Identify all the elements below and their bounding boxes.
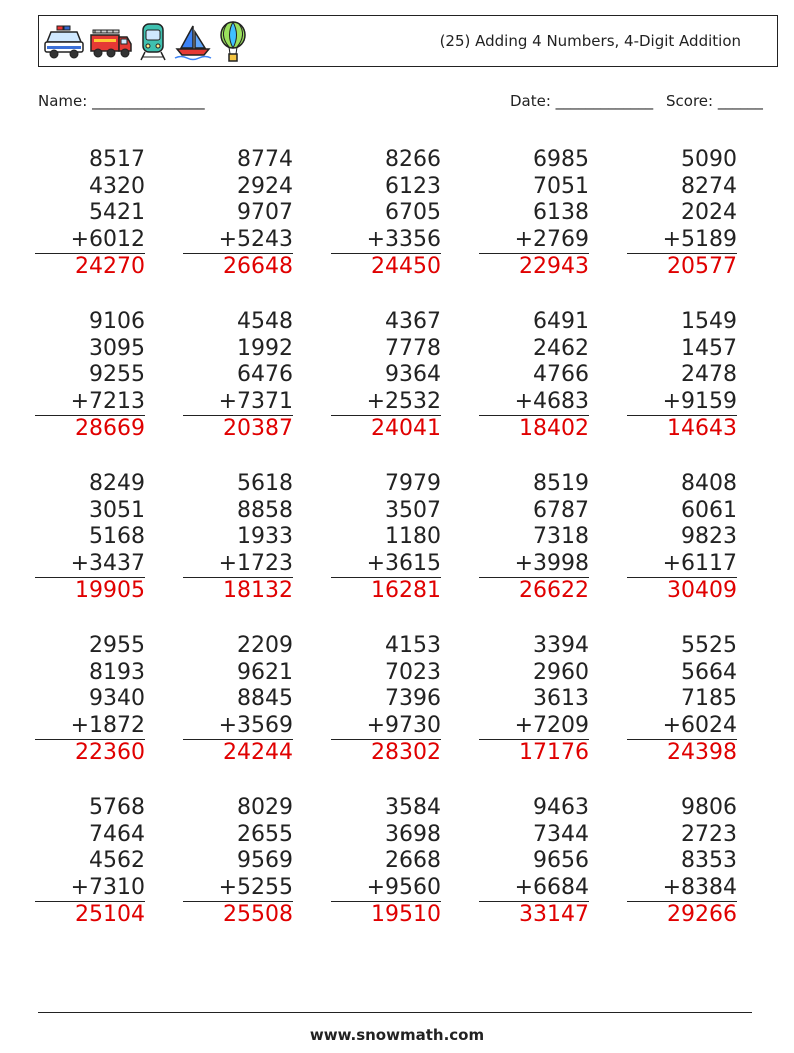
addend: 9364	[385, 362, 441, 387]
answer: 28302	[371, 740, 441, 765]
addend: 8517	[89, 147, 145, 172]
addend: 6476	[237, 362, 293, 387]
addend-last: +7209	[479, 713, 589, 741]
answer: 25104	[75, 902, 145, 927]
addition-problem	[35, 471, 145, 605]
answer: 16281	[371, 578, 441, 603]
addend: 9569	[237, 848, 293, 873]
addition-problem	[331, 309, 441, 443]
addition-problem	[479, 471, 589, 605]
addend: 9106	[89, 309, 145, 334]
addend: 6138	[533, 200, 589, 225]
addend: 4766	[533, 362, 589, 387]
addend: 7318	[533, 524, 589, 549]
addend: 1992	[237, 335, 293, 361]
addend: 2655	[237, 821, 293, 847]
addend: 6123	[385, 173, 441, 199]
answer: 19510	[371, 902, 441, 927]
addend: 2924	[237, 173, 293, 199]
addend-last: +6012	[35, 227, 145, 255]
addend: 5618	[237, 471, 293, 496]
addend: 4562	[89, 848, 145, 873]
addend: 7344	[533, 821, 589, 847]
addend-last: +6024	[627, 713, 737, 741]
addend: 3613	[533, 686, 589, 711]
addend: 7185	[681, 686, 737, 711]
addend: 9255	[89, 362, 145, 387]
addend-last: +3356	[331, 227, 441, 255]
date-field[interactable]: Date: _____________	[510, 92, 654, 110]
answer: 22360	[75, 740, 145, 765]
addition-problem	[479, 147, 589, 281]
addend: 2462	[533, 335, 589, 361]
answer: 30409	[667, 578, 737, 603]
score-field[interactable]: Score: ______	[666, 92, 763, 110]
name-field[interactable]: Name: _______________	[38, 92, 205, 110]
addition-problem	[479, 309, 589, 443]
addition-problem	[183, 147, 293, 281]
addend: 1457	[681, 335, 737, 361]
footer-divider	[38, 1012, 752, 1013]
answer: 28669	[75, 416, 145, 441]
addition-problem	[331, 471, 441, 605]
addend-last: +9560	[331, 875, 441, 903]
addend: 5525	[681, 633, 737, 658]
answer: 24450	[371, 254, 441, 279]
addend: 5768	[89, 795, 145, 820]
addend: 9340	[89, 686, 145, 711]
footer-site: www.snowmath.com	[309, 1026, 485, 1044]
addend-last: +7213	[35, 389, 145, 417]
addend: 8845	[237, 686, 293, 711]
answer: 26648	[223, 254, 293, 279]
addend-last: +3569	[183, 713, 293, 741]
addition-problem	[35, 795, 145, 929]
addend: 8249	[89, 471, 145, 496]
addend: 2478	[681, 362, 737, 387]
addend: 8858	[237, 497, 293, 523]
addend: 2024	[681, 200, 737, 225]
addend: 9621	[237, 659, 293, 685]
addend: 4153	[385, 633, 441, 658]
addend: 2723	[681, 821, 737, 847]
addend-last: +5189	[627, 227, 737, 255]
addend-last: +7310	[35, 875, 145, 903]
addend-last: +5243	[183, 227, 293, 255]
addend-last: +3437	[35, 551, 145, 579]
addition-problem	[331, 147, 441, 281]
addend: 2668	[385, 848, 441, 873]
addend: 3095	[89, 335, 145, 361]
answer: 24244	[223, 740, 293, 765]
addend: 7051	[533, 173, 589, 199]
addend: 8408	[681, 471, 737, 496]
answer: 18132	[223, 578, 293, 603]
answer: 22943	[519, 254, 589, 279]
addend: 1180	[385, 524, 441, 549]
addend: 3698	[385, 821, 441, 847]
addend: 3584	[385, 795, 441, 820]
addition-problem	[35, 147, 145, 281]
addend-last: +8384	[627, 875, 737, 903]
answer: 18402	[519, 416, 589, 441]
addend: 9656	[533, 848, 589, 873]
addend: 7396	[385, 686, 441, 711]
addend: 9707	[237, 200, 293, 225]
addition-problem	[183, 795, 293, 929]
addend: 9823	[681, 524, 737, 549]
addend: 7778	[385, 335, 441, 361]
addend: 6491	[533, 309, 589, 334]
addition-problem	[183, 471, 293, 605]
addition-problem	[627, 795, 737, 929]
addend: 7464	[89, 821, 145, 847]
addend: 8519	[533, 471, 589, 496]
addend: 3507	[385, 497, 441, 523]
addend: 6061	[681, 497, 737, 523]
addend: 2955	[89, 633, 145, 658]
answer: 19905	[75, 578, 145, 603]
answer: 25508	[223, 902, 293, 927]
addend-last: +9159	[627, 389, 737, 417]
addend: 5090	[681, 147, 737, 172]
addend-last: +3615	[331, 551, 441, 579]
addend: 5421	[89, 200, 145, 225]
addition-problem	[35, 633, 145, 767]
addend: 6985	[533, 147, 589, 172]
addend: 8774	[237, 147, 293, 172]
addition-problem	[183, 633, 293, 767]
addend: 7979	[385, 471, 441, 496]
addend-last: +9730	[331, 713, 441, 741]
addend-last: +1723	[183, 551, 293, 579]
addition-problem	[479, 633, 589, 767]
answer: 14643	[667, 416, 737, 441]
addend: 8266	[385, 147, 441, 172]
addend: 4320	[89, 173, 145, 199]
addition-problem	[627, 147, 737, 281]
addend: 9463	[533, 795, 589, 820]
addend: 8274	[681, 173, 737, 199]
addend: 3394	[533, 633, 589, 658]
addend-last: +2532	[331, 389, 441, 417]
answer: 20387	[223, 416, 293, 441]
addend: 6705	[385, 200, 441, 225]
addend: 3051	[89, 497, 145, 523]
addend: 8193	[89, 659, 145, 685]
addend: 6787	[533, 497, 589, 523]
answer: 26622	[519, 578, 589, 603]
addition-problem	[627, 309, 737, 443]
addition-problem	[183, 309, 293, 443]
addend: 5168	[89, 524, 145, 549]
addition-problem	[627, 633, 737, 767]
addend-last: +2769	[479, 227, 589, 255]
addend: 5664	[681, 659, 737, 685]
addend: 8029	[237, 795, 293, 820]
addend-last: +5255	[183, 875, 293, 903]
addend: 8353	[681, 848, 737, 873]
addend: 2960	[533, 659, 589, 685]
answer: 17176	[519, 740, 589, 765]
addend-last: +4683	[479, 389, 589, 417]
addition-problem	[627, 471, 737, 605]
worksheet-title: (25) Adding 4 Numbers, 4-Digit Addition	[439, 32, 741, 50]
addend-last: +1872	[35, 713, 145, 741]
addition-problem	[479, 795, 589, 929]
addend-last: +6117	[627, 551, 737, 579]
addition-problem	[331, 633, 441, 767]
answer: 24041	[371, 416, 441, 441]
answer: 24270	[75, 254, 145, 279]
addend: 4367	[385, 309, 441, 334]
addend: 2209	[237, 633, 293, 658]
answer: 29266	[667, 902, 737, 927]
answer: 20577	[667, 254, 737, 279]
addend: 7023	[385, 659, 441, 685]
answer: 33147	[519, 902, 589, 927]
addend: 1933	[237, 524, 293, 549]
answer: 24398	[667, 740, 737, 765]
addend: 1549	[681, 309, 737, 334]
addend-last: +6684	[479, 875, 589, 903]
addend: 4548	[237, 309, 293, 334]
addend: 9806	[681, 795, 737, 820]
addend-last: +7371	[183, 389, 293, 417]
addition-problem	[35, 309, 145, 443]
addend-last: +3998	[479, 551, 589, 579]
addition-problem	[331, 795, 441, 929]
